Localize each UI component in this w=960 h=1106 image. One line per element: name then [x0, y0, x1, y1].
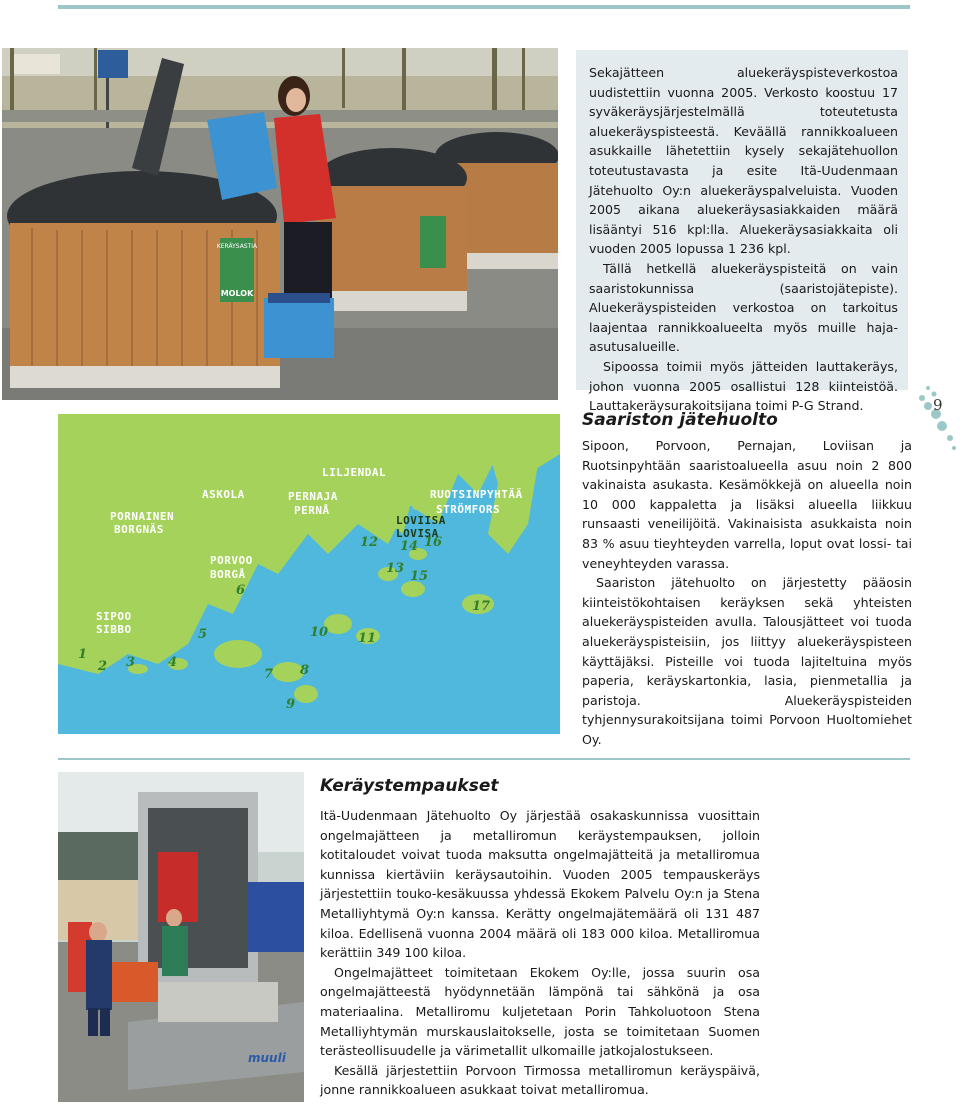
place-porvoo: PORVOO — [210, 554, 253, 567]
point-15: 15 — [410, 569, 429, 584]
place-loviisa: LOVIISA — [396, 514, 446, 527]
top-rule — [58, 5, 910, 9]
archipelago-paragraph-2: Saariston jätehuolto on järjestetty pääosin kiinteistökohtaisen keräyksen sekä yhteisten aluekeräyspisteiden avulla. Talousjätteet voi tuoda aluekeräyspisteisiin, jos liittyy aluekeräyspisteen käyttäjäksi. Pisteille voi tuoda lajiteltuina myös paperia, keräyskartonkia, lasia, pienmetallia ja paristoja. Aluekeräyspisteiden tyhjennysurakoitsijana toimi Porvoon Huoltomiehet Oy. — [582, 575, 912, 747]
intro-paragraph-2: Tällä hetkellä aluekeräyspisteitä on vain saaristokunnissa (saaristojätepiste). Aluekeräyspisteiden verkostoa on tarkoitus laajentaa rannikkoalueelta myös muille haja-asutusalueille. — [589, 260, 898, 355]
point-8: 8 — [300, 663, 310, 678]
place-liljendal: LILJENDAL — [322, 466, 387, 479]
collection-network-info-box — [576, 50, 908, 414]
campaigns-section-title: Keräystempaukset — [320, 776, 499, 796]
place-ruotsinpyhtaa: RUOTSINPYHTÄÄ — [430, 488, 523, 501]
point-6: 6 — [236, 583, 246, 598]
place-lovisa: LOVISA — [396, 527, 439, 540]
point-17: 17 — [472, 599, 491, 614]
point-12: 12 — [360, 535, 379, 550]
point-9: 9 — [286, 697, 296, 712]
bin-sign-collection: KERÄYSASTIA — [216, 243, 258, 250]
place-sipoo: SIPOO — [96, 610, 132, 623]
point-4: 4 — [168, 655, 178, 670]
point-1: 1 — [78, 647, 88, 662]
trailer-brand: muuli — [248, 1051, 286, 1065]
point-7: 7 — [264, 667, 274, 682]
decorative-dots — [910, 384, 960, 454]
collection-campaigns-section — [320, 776, 760, 1100]
intro-paragraph-3: Sipoossa toimii myös jätteiden lauttakeräys, johon vuonna 2005 osallistui 128 kiinteistöä. Lauttakeräysurakoitsijana toimi P-G Strand. — [589, 358, 898, 414]
archipelago-waste-section — [582, 410, 912, 750]
place-perna: PERNÅ — [294, 504, 330, 517]
campaigns-paragraph-3: Kesällä järjestettiin Porvoon Tirmossa metalliromun keräyspäivä, jonne rannikkoalueen asukkaat toivat metalliromua. — [320, 1062, 760, 1098]
place-askola: ASKOLA — [202, 488, 245, 501]
bin-brand: MOLOK — [220, 289, 254, 298]
archipelago-paragraph-1: Sipoon, Porvoon, Pernajan, Loviisan ja Ruotsinpyhtään saaristoalueella asuu noin 2 800 vakinaista asukasta. Kesämökkejä on alueella noin 10 000 kappaletta ja lisäksi alueella liikkuu runsaasti veneilijöitä. Vakinaisista asukkaista noin 83 % asuu tieyhteyden varrella, loput ovat lossi- tai veneyhteyden varassa. — [582, 438, 912, 571]
archipelago-section-title: Saariston jätehuolto — [582, 410, 778, 430]
place-pornainen: PORNAINEN — [110, 510, 175, 523]
collection-campaign-photo — [58, 772, 304, 1102]
place-stromfors: STRÖMFORS — [436, 503, 501, 516]
section-rule — [58, 758, 910, 760]
campaigns-paragraph-2: Ongelmajätteet toimitetaan Ekokem Oy:lle, jossa suurin osa ongelmajätteestä hyödynnetään lämpönä tai sähkönä ja osa materiaalina. Metalliromu kuljetetaan Porin Tahkoluotoon Stena Metalliyhtymän murskauslaitokselle, josta se toimitetaan Suomen terästeollisuudelle ja värimetallit ulkomaille jatkojalostukseen. — [320, 964, 760, 1059]
point-14: 14 — [400, 539, 419, 554]
page-number: 9 — [933, 396, 943, 414]
archipelago-map — [58, 414, 560, 734]
campaigns-paragraph-1: Itä-Uudenmaan Jätehuolto Oy järjestää osakaskunnissa vuosittain ongelmajätteen ja metalliromun keräystempauksen, jolloin kotitaloudet voivat tuoda maksutta ongelmajätteitä ja metalliromua kunnissa kiertäviin keräysautoihin. Vuoden 2005 tempauskeräys järjestettiin touko-kesäkuussa yhdessä Ekokem Palvelu Oy:n ja Stena Metalliyhtymä Oy:n kanssa. Kerätty ongelmajätemäärä oli 131 487 kiloa. Edellisenä vuonna 2004 määrä oli 183 000 kiloa. Metalliromua kerättiin 349 100 kiloa. — [320, 808, 760, 961]
point-5: 5 — [198, 627, 208, 642]
point-11: 11 — [358, 631, 377, 646]
place-pernaja: PERNAJA — [288, 490, 338, 503]
collection-point-photo — [2, 48, 558, 400]
place-borgnas: BORGNÄS — [114, 523, 164, 536]
place-sibbo: SIBBO — [96, 623, 132, 636]
point-13: 13 — [386, 561, 405, 576]
intro-paragraph-1: Sekajätteen aluekeräyspisteverkostoa uudistettiin vuonna 2005. Verkosto koostuu 17 syväkeräysjärjestelmällä toteutetusta aluekeräyspisteestä. Keväällä rannikkoalueen asukkaille lähetettiin kysely sekajätehuollon toteutustavasta ja esite Itä-Uudenmaan Jätehuolto Oy:n aluekeräyspalveluista. Vuoden 2005 aikana aluekeräysasiakkaiden määrä lisääntyi 516 kpl:lla. Aluekeräysasiakkaita oli vuoden 2005 lopussa 1 236 kpl. — [589, 65, 898, 257]
point-16: 16 — [424, 535, 443, 550]
place-borga: BORGÅ — [210, 568, 246, 581]
point-3: 3 — [126, 655, 136, 670]
point-2: 2 — [98, 659, 108, 674]
point-10: 10 — [310, 625, 329, 640]
